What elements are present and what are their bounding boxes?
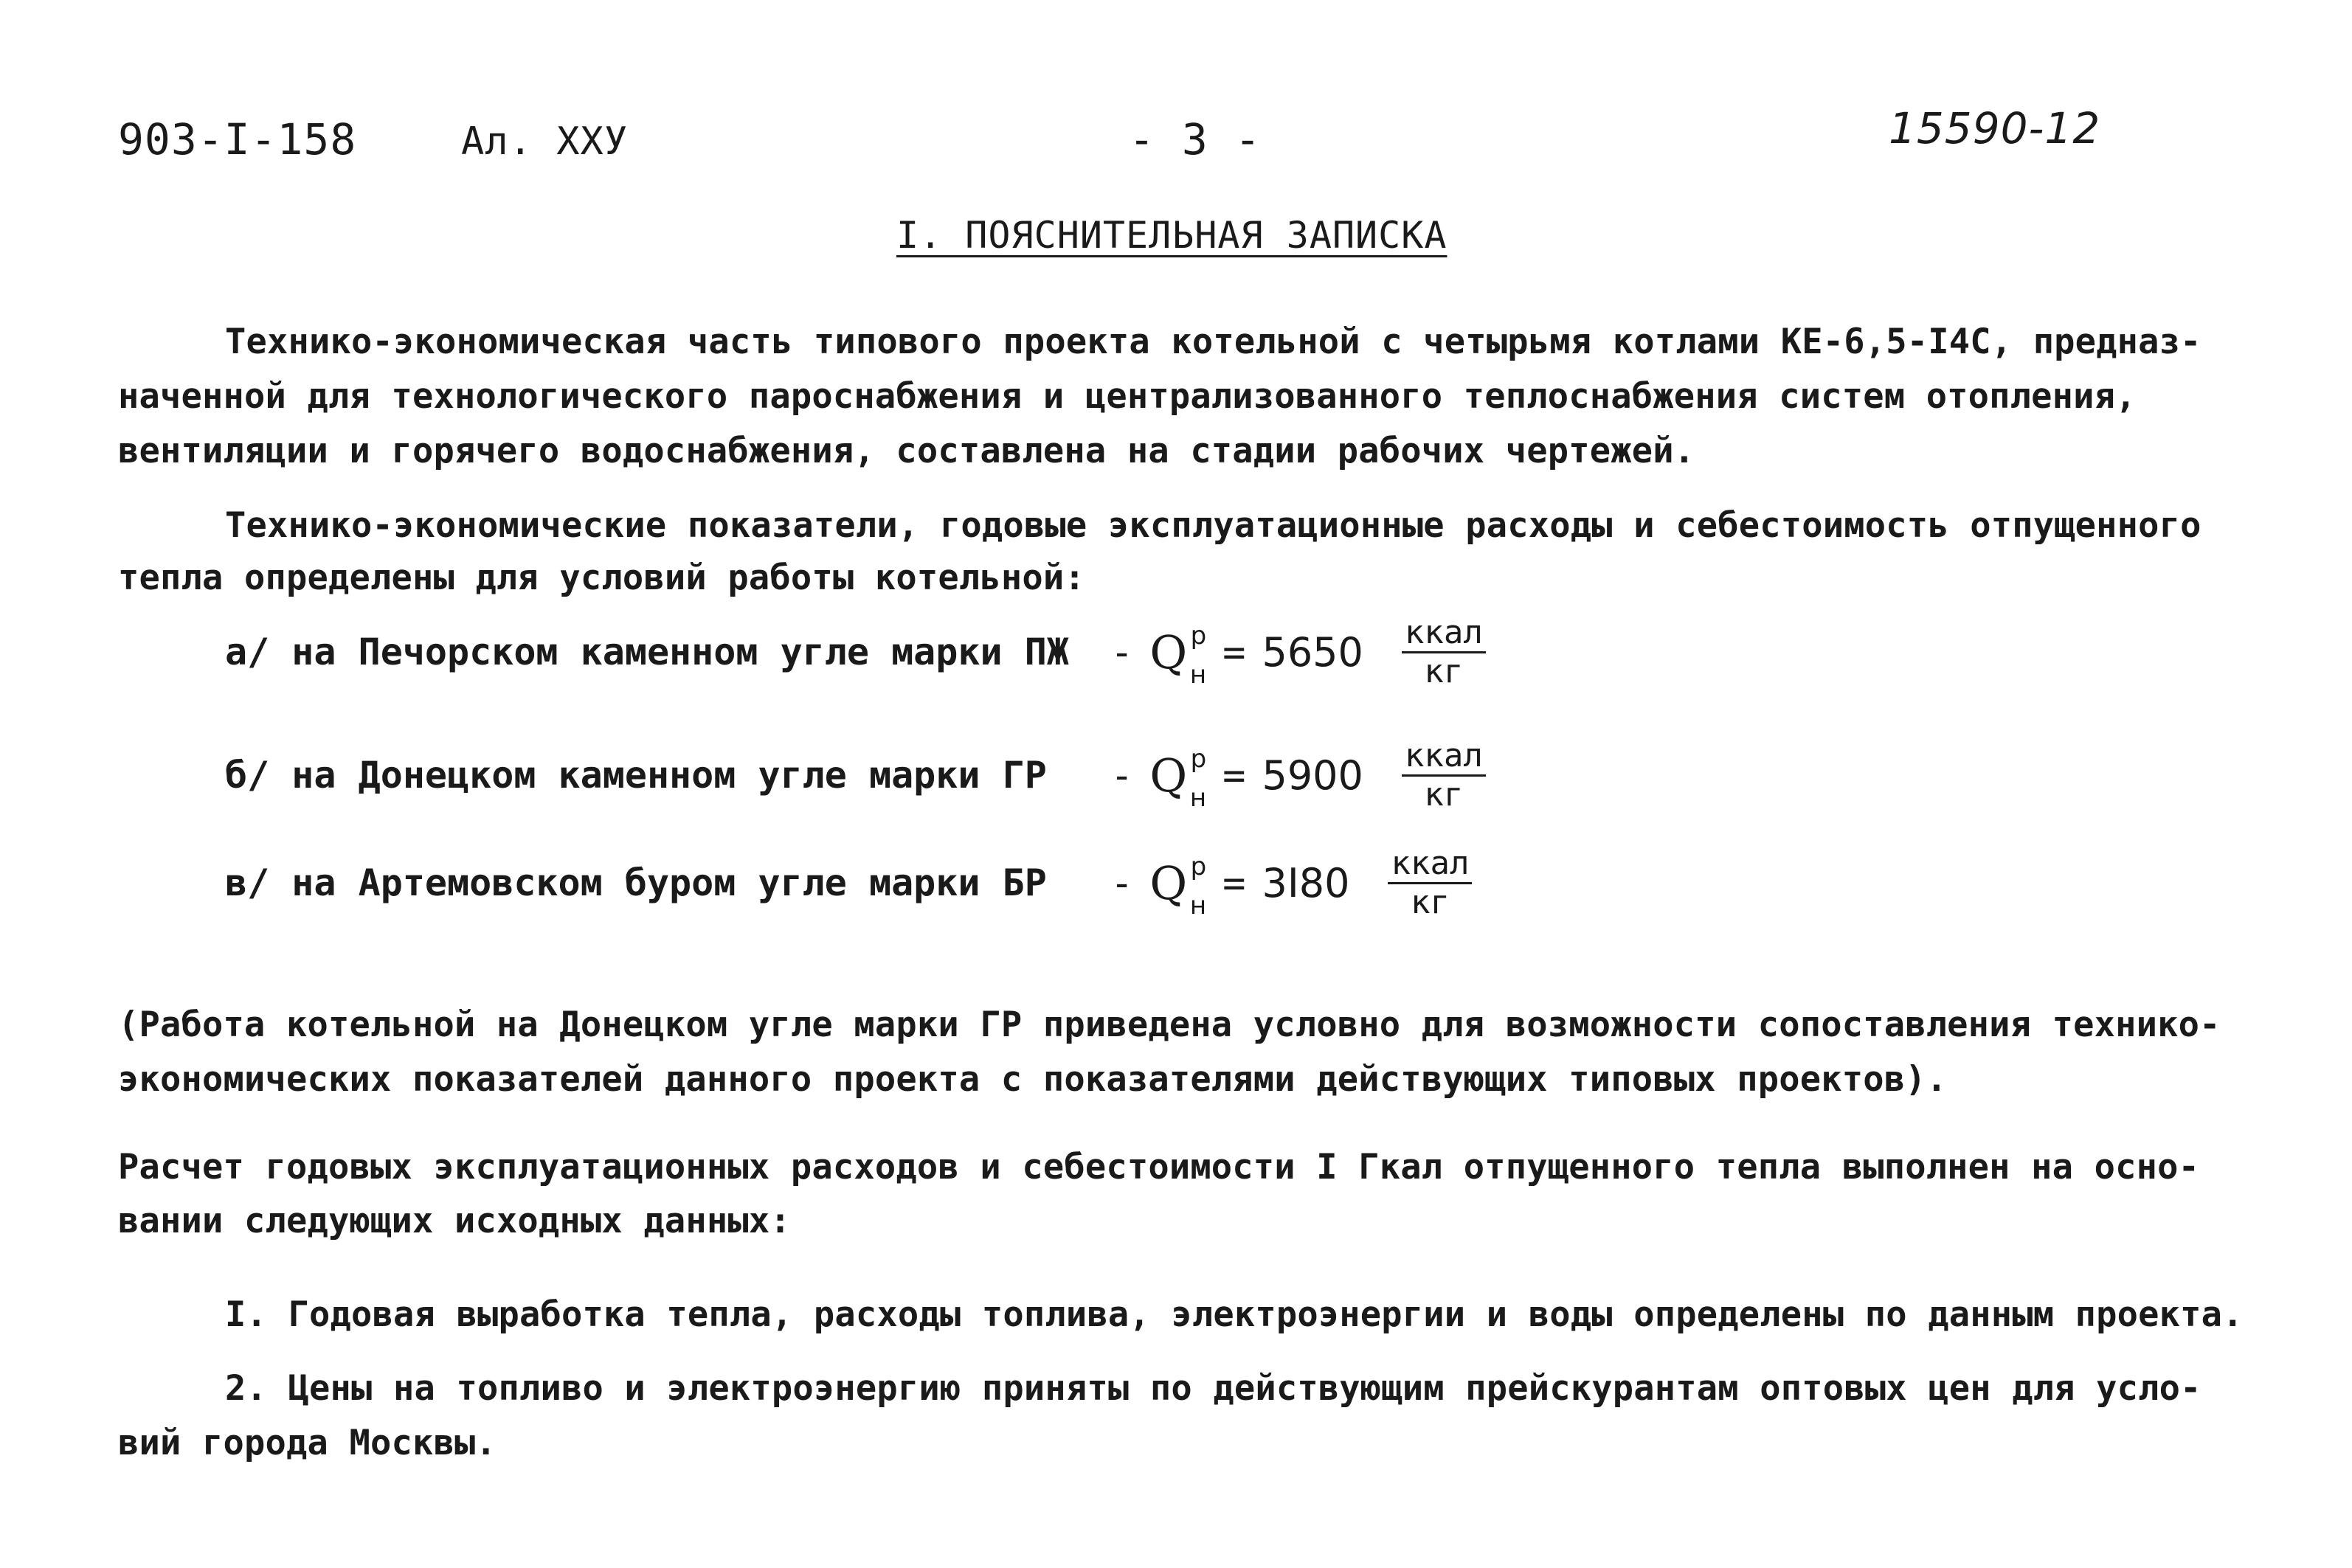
fuel-a-formula	[1110, 616, 1486, 689]
fuel-c-heat-symbol: Q p н	[1149, 852, 1207, 921]
fuel-a-heat-symbol: Q p н	[1149, 621, 1207, 690]
fuel-b-equals: =	[1222, 753, 1246, 798]
fuel-c-dash: -	[1110, 861, 1134, 906]
para2-line2: тепла определены для условий работы котельной:	[118, 558, 1085, 598]
item-2-line1: 2. Цены на топливо и электроэнергию приняты по действующим прейскурантам оптовых цен для усло-	[225, 1368, 2201, 1409]
fuel-a-equals: =	[1222, 630, 1246, 675]
fuel-b-heat-symbol: Q p н	[1149, 744, 1207, 814]
fuel-c-unit: $\frac{\text{ккал}}{кг}$	[1388, 847, 1472, 920]
para1-line2: наченной для технологического пароснабжения и централизованного теплоснабжения систем отопления,	[118, 376, 2137, 417]
page-number: - 3 -	[1129, 114, 1262, 164]
para2-line1: Технико-экономические показатели, годовые эксплуатационные расходы и себестоимость отпущенного	[225, 505, 2201, 546]
item-1-line1: I. Годовая выработка тепла, расходы топлива, электроэнергии и воды определены по данным проекта.	[225, 1294, 2244, 1335]
fuel-a-value: 5650	[1262, 629, 1363, 676]
fuel-a-dash: -	[1110, 630, 1134, 675]
para3-line1: (Работа котельной на Донецком угле марки ГР приведена условно для возможности сопоставления технико-	[118, 1005, 2221, 1045]
para4-line1: Расчет годовых эксплуатационных расходов и себестоимости I Гкал отпущенного тепла выполнен на осно-	[118, 1147, 2200, 1187]
doc-code: 903-I-158	[118, 114, 357, 164]
archive-number: 15590-12	[1889, 103, 2101, 153]
fuel-b-formula	[1110, 739, 1486, 812]
fuel-b-dash: -	[1110, 753, 1134, 798]
para4-line2: вании следующих исходных данных:	[118, 1201, 791, 1241]
fuel-c-label: в/ на Артемовском буром угле марки БР	[225, 861, 1047, 904]
fuel-c-value: 3I80	[1262, 860, 1350, 907]
fuel-c-formula	[1110, 844, 1472, 922]
para1-line1: Технико-экономическая часть типового проекта котельной с четырьмя котлами КЕ-6,5-I4С, предназ-	[225, 322, 2201, 362]
item-2-line2: вий города Москвы.	[118, 1423, 497, 1463]
fuel-a-unit: $\frac{\text{ккал}}{кг}$	[1402, 616, 1486, 689]
section-title: I. ПОЯСНИТЕЛЬНАЯ ЗАПИСКА	[896, 214, 1447, 257]
para3-line2: экономических показателей данного проекта с показателями действующих типовых проектов).	[118, 1059, 1948, 1100]
album-number: Ал. XXУ	[461, 119, 629, 164]
fuel-c-equals: =	[1222, 861, 1246, 906]
fuel-b-label: б/ на Донецком каменном угле марки ГР	[225, 754, 1047, 797]
fuel-a-label: а/ на Печорском каменном угле марки ПЖ	[225, 631, 1069, 673]
fuel-b-unit: $\frac{\text{ккал}}{кг}$	[1402, 739, 1486, 812]
para1-line3: вентиляции и горячего водоснабжения, составлена на стадии рабочих чертежей.	[118, 431, 1695, 471]
fuel-b-value: 5900	[1262, 752, 1363, 799]
